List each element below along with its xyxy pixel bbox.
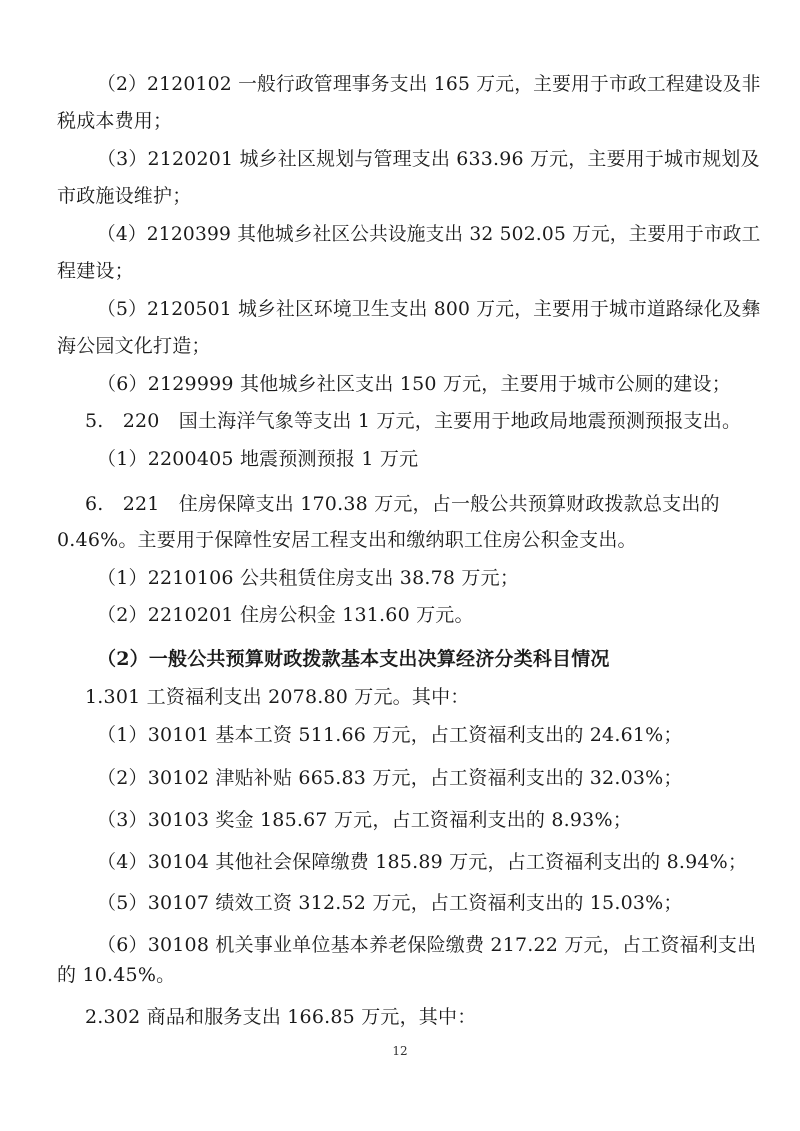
paragraph-3-line-1: （4）2120399 其他城乡社区公共设施支出 32 502.05 万元，主要用于市政工 [97, 223, 761, 245]
paragraph-15-line-1: （3）30103 奖金 185.67 万元，占工资福利支出的 8.93%； [97, 809, 632, 831]
paragraph-9-line-1: （1）2210106 公共租赁住房支出 38.78 万元； [97, 567, 520, 589]
paragraph-5-line-1: （6）2129999 其他城乡社区支出 150 万元，主要用于城市公厕的建设； [97, 373, 731, 395]
page-number: 12 [392, 1044, 408, 1058]
paragraph-1-line-2: 税成本费用； [57, 110, 173, 132]
paragraph-14-line-1: （2）30102 津贴补贴 665.83 万元，占工资福利支出的 32.03%； [97, 767, 683, 789]
paragraph-18-line-1: （6）30108 机关事业单位基本养老保险缴费 217.22 万元，占工资福利支出 [97, 934, 757, 956]
paragraph-17-line-1: （5）30107 绩效工资 312.52 万元，占工资福利支出的 15.03%； [97, 892, 683, 914]
paragraph-2-line-2: 市政施设维护； [57, 185, 192, 207]
paragraph-4-line-2: 海公园文化打造； [57, 335, 211, 357]
paragraph-1-line-1: （2）2120102 一般行政管理事务支出 165 万元，主要用于市政工程建设及非 [97, 73, 761, 95]
section-heading: （2）一般公共预算财政拨款基本支出决算经济分类科目情况 [97, 648, 610, 670]
paragraph-12-line-1: 1.301 工资福利支出 2078.80 万元。其中： [85, 686, 470, 708]
paragraph-10-line-1: （2）2210201 住房公积金 131.60 万元。 [97, 604, 474, 626]
paragraph-16-line-1: （4）30104 其他社会保障缴费 185.89 万元，占工资福利支出的 8.94%； [97, 851, 748, 873]
paragraph-7-line-1: （1）2200405 地震预测预报 1 万元 [97, 448, 419, 470]
paragraph-4-line-1: （5）2120501 城乡社区环境卫生支出 800 万元，主要用于城市道路绿化及彝 [97, 298, 761, 320]
paragraph-8-line-1: 6. 221 住房保障支出 170.38 万元，占一般公共预算财政拨款总支出的 [85, 493, 720, 515]
paragraph-18-line-2: 的 10.45%。 [57, 964, 176, 986]
paragraph-8-line-2: 0.46%。主要用于保障性安居工程支出和缴纳职工住房公积金支出。 [57, 529, 637, 551]
paragraph-19-line-1: 2.302 商品和服务支出 166.85 万元，其中： [85, 1006, 477, 1028]
paragraph-13-line-1: （1）30101 基本工资 511.66 万元，占工资福利支出的 24.61%； [97, 724, 683, 746]
paragraph-3-line-2: 程建设； [57, 260, 134, 282]
paragraph-2-line-1: （3）2120201 城乡社区规划与管理支出 633.96 万元，主要用于城市规划及 [97, 148, 760, 170]
paragraph-6-line-1: 5. 220 国土海洋气象等支出 1 万元，主要用于地政局地震预测预报支出。 [85, 410, 742, 432]
